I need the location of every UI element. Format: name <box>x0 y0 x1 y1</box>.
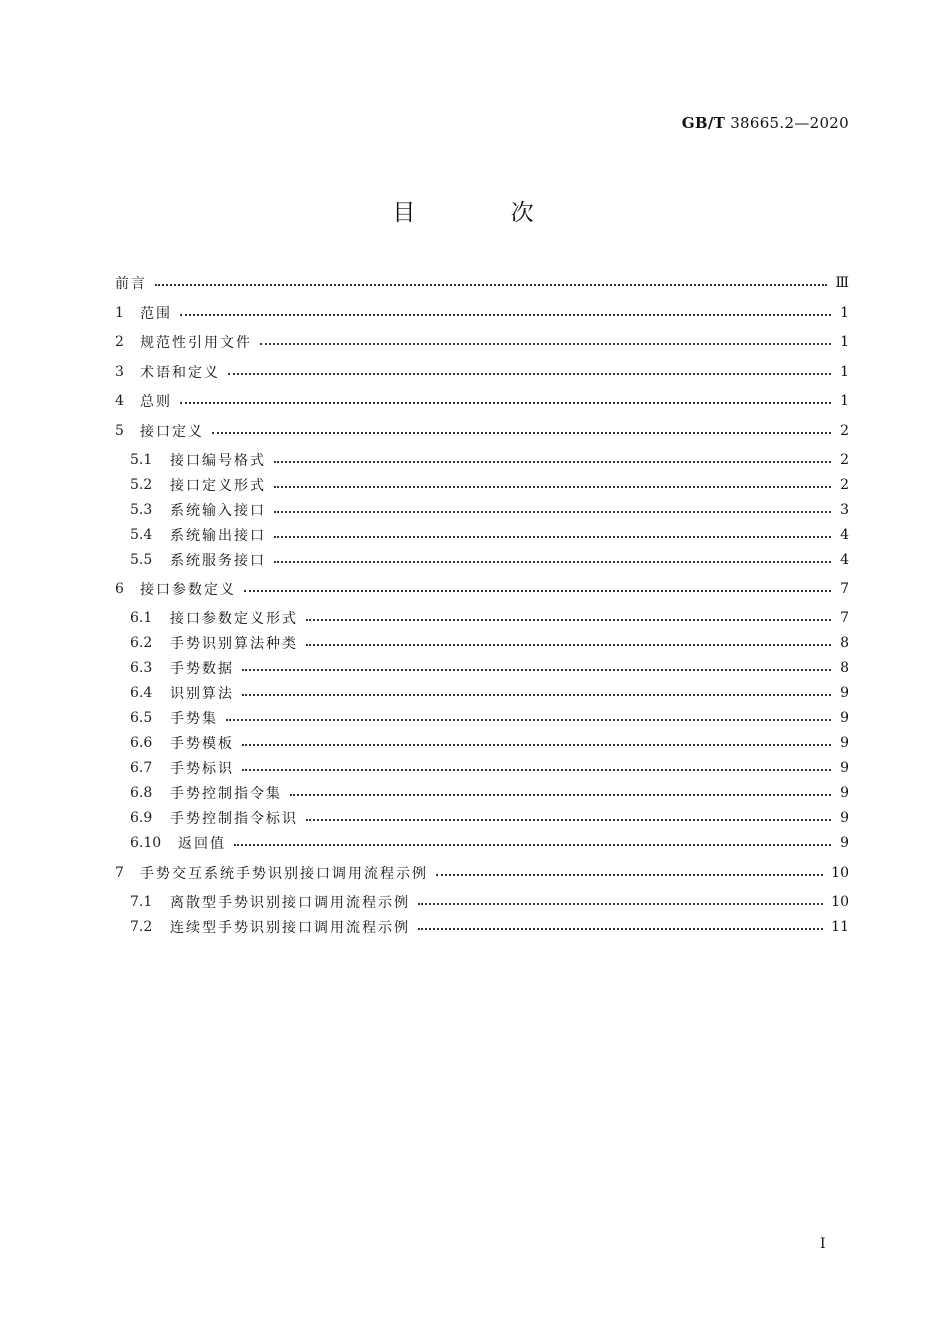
toc-dot-leader <box>244 578 831 600</box>
toc-entry-page: 4 <box>840 552 849 568</box>
toc-dot-leader <box>306 807 831 829</box>
toc-dot-leader <box>212 420 831 442</box>
toc-entry[interactable] <box>115 302 849 324</box>
toc-entry-number: 2 <box>115 334 124 350</box>
toc-dot-leader <box>274 524 831 546</box>
toc-entry-number: 5.4 <box>130 527 153 543</box>
toc-entry[interactable] <box>130 524 849 546</box>
toc-entry[interactable] <box>115 862 849 884</box>
toc-entry-number: 6.8 <box>130 785 153 801</box>
toc-entry-label: 连续型手势识别接口调用流程示例 <box>170 920 410 936</box>
toc-entry[interactable] <box>130 782 849 804</box>
toc-entry-page: 1 <box>840 334 849 350</box>
toc-entry-page: 9 <box>840 685 849 701</box>
toc-dot-leader <box>418 891 823 913</box>
toc-entry-label: 系统输出接口 <box>170 528 266 544</box>
toc-dot-leader <box>180 302 831 324</box>
toc-entry[interactable] <box>130 832 849 854</box>
toc-dot-leader <box>242 757 831 779</box>
toc-dot-leader <box>306 607 831 629</box>
toc-entry-label: 规范性引用文件 <box>140 335 252 351</box>
toc-entry-number: 5.3 <box>130 502 153 518</box>
toc-entry[interactable] <box>130 807 849 829</box>
toc-dot-leader <box>290 782 831 804</box>
toc-entry-label: 接口定义 <box>140 424 204 440</box>
toc-entry[interactable] <box>115 578 849 600</box>
toc-entry-page: 4 <box>840 527 849 543</box>
toc-entry-label: 前言 <box>115 276 147 292</box>
toc-entry-number: 5 <box>115 423 124 439</box>
toc-dot-leader <box>228 361 831 383</box>
toc-dot-leader <box>242 732 831 754</box>
toc-entry-number: 5.5 <box>130 552 153 568</box>
toc-entry-label: 接口参数定义形式 <box>170 611 298 627</box>
toc-entry-number: 6.4 <box>130 685 153 701</box>
toc-entry-number: 6.6 <box>130 735 153 751</box>
page-title: 目 次 <box>392 200 578 226</box>
toc-entry-page: 9 <box>840 710 849 726</box>
toc-entry-label: 离散型手势识别接口调用流程示例 <box>170 895 410 911</box>
toc-dot-leader <box>242 657 831 679</box>
toc-entry[interactable] <box>115 361 849 383</box>
toc-dot-leader <box>226 707 831 729</box>
toc-entry-page: 7 <box>840 610 849 626</box>
standard-code <box>682 114 849 132</box>
toc-entry-label: 系统输入接口 <box>170 503 266 519</box>
toc-dot-leader <box>274 499 831 521</box>
toc-dot-leader <box>418 916 823 938</box>
toc-entry-number: 6.9 <box>130 810 153 826</box>
toc-dot-leader <box>436 862 823 884</box>
toc-entry-label: 手势集 <box>170 711 218 727</box>
toc-entry[interactable] <box>130 449 849 471</box>
toc-entry-label: 识别算法 <box>170 686 234 702</box>
toc-entry-number: 6.3 <box>130 660 153 676</box>
toc-entry-page: 9 <box>840 835 849 851</box>
toc-dot-leader <box>274 549 831 571</box>
toc-entry-number: 7.1 <box>130 894 153 910</box>
toc-entry[interactable] <box>130 549 849 571</box>
toc-entry-label: 手势标识 <box>170 761 234 777</box>
toc-entry-label: 总则 <box>140 394 172 410</box>
toc-entry-label: 接口参数定义 <box>140 582 236 598</box>
toc-entry[interactable] <box>130 474 849 496</box>
toc-dot-leader <box>260 331 831 353</box>
toc-dot-leader <box>234 832 831 854</box>
toc-entry[interactable] <box>130 707 849 729</box>
toc-entry-page: 1 <box>840 393 849 409</box>
toc-entry-page: 1 <box>840 364 849 380</box>
toc-entry-page: 9 <box>840 810 849 826</box>
toc-entry[interactable] <box>115 331 849 353</box>
toc-entry-label: 接口编号格式 <box>170 453 266 469</box>
toc-entry-page: Ⅲ <box>835 275 849 291</box>
toc-entry[interactable] <box>130 916 849 938</box>
toc-entry[interactable] <box>115 272 849 294</box>
toc-entry-label: 手势模板 <box>170 736 234 752</box>
toc-entry[interactable] <box>130 499 849 521</box>
toc-entry-label: 范围 <box>140 306 172 322</box>
toc-entry-number: 7 <box>115 865 124 881</box>
toc-entry-page: 2 <box>840 423 849 439</box>
toc-entry-number: 5.2 <box>130 477 153 493</box>
toc-entry-label: 返回值 <box>178 836 226 852</box>
toc-entry-page: 11 <box>831 919 849 935</box>
toc-entry-label: 接口定义形式 <box>170 478 266 494</box>
toc-entry[interactable] <box>130 632 849 654</box>
toc-entry-number: 6 <box>115 581 124 597</box>
toc-entry-page: 9 <box>840 735 849 751</box>
footer-page-number: I <box>820 1236 826 1252</box>
toc-entry[interactable] <box>130 757 849 779</box>
toc-entry[interactable] <box>115 420 849 442</box>
toc-entry-page: 2 <box>840 452 849 468</box>
toc-entry-number: 6.5 <box>130 710 153 726</box>
toc-entry[interactable] <box>130 607 849 629</box>
toc-entry-number: 6.10 <box>130 835 162 851</box>
toc-entry[interactable] <box>115 390 849 412</box>
toc-entry-label: 术语和定义 <box>140 365 220 381</box>
toc-entry-page: 9 <box>840 785 849 801</box>
standard-number: 38665.2—2020 <box>730 114 849 132</box>
toc-entry-page: 1 <box>840 305 849 321</box>
toc-entry-number: 6.2 <box>130 635 153 651</box>
toc-dot-leader <box>306 632 831 654</box>
toc-entry-number: 1 <box>115 305 124 321</box>
toc-entry[interactable] <box>130 682 849 704</box>
toc-entry-label: 手势控制指令集 <box>170 786 282 802</box>
toc-entry-label: 系统服务接口 <box>170 553 266 569</box>
toc-dot-leader <box>180 390 831 412</box>
toc-entry-label: 手势控制指令标识 <box>170 811 298 827</box>
toc-entry-number: 7.2 <box>130 919 153 935</box>
toc-entry-number: 6.1 <box>130 610 153 626</box>
toc-dot-leader <box>242 682 831 704</box>
toc-dot-leader <box>155 272 827 294</box>
toc-dot-leader <box>274 449 831 471</box>
toc-entry[interactable] <box>130 732 849 754</box>
toc-entry-page: 9 <box>840 760 849 776</box>
toc-entry-number: 6.7 <box>130 760 153 776</box>
standard-prefix: GB/T <box>681 114 726 132</box>
toc-entry-number: 3 <box>115 364 124 380</box>
toc-entry-label: 手势数据 <box>170 661 234 677</box>
toc-entry-number: 5.1 <box>130 452 153 468</box>
toc-entry-label: 手势交互系统手势识别接口调用流程示例 <box>140 866 428 882</box>
toc-entry-page: 8 <box>840 635 849 651</box>
toc-entry-number: 4 <box>115 393 124 409</box>
toc-entry-page: 3 <box>840 502 849 518</box>
toc-entry-label: 手势识别算法种类 <box>170 636 298 652</box>
toc-entry-page: 7 <box>840 581 849 597</box>
toc-entry[interactable] <box>130 657 849 679</box>
toc-entry-page: 10 <box>831 865 849 881</box>
toc-entry-page: 10 <box>831 894 849 910</box>
toc-entry-page: 8 <box>840 660 849 676</box>
toc-entry-page: 2 <box>840 477 849 493</box>
toc-entry[interactable] <box>130 891 849 913</box>
toc-dot-leader <box>274 474 831 496</box>
